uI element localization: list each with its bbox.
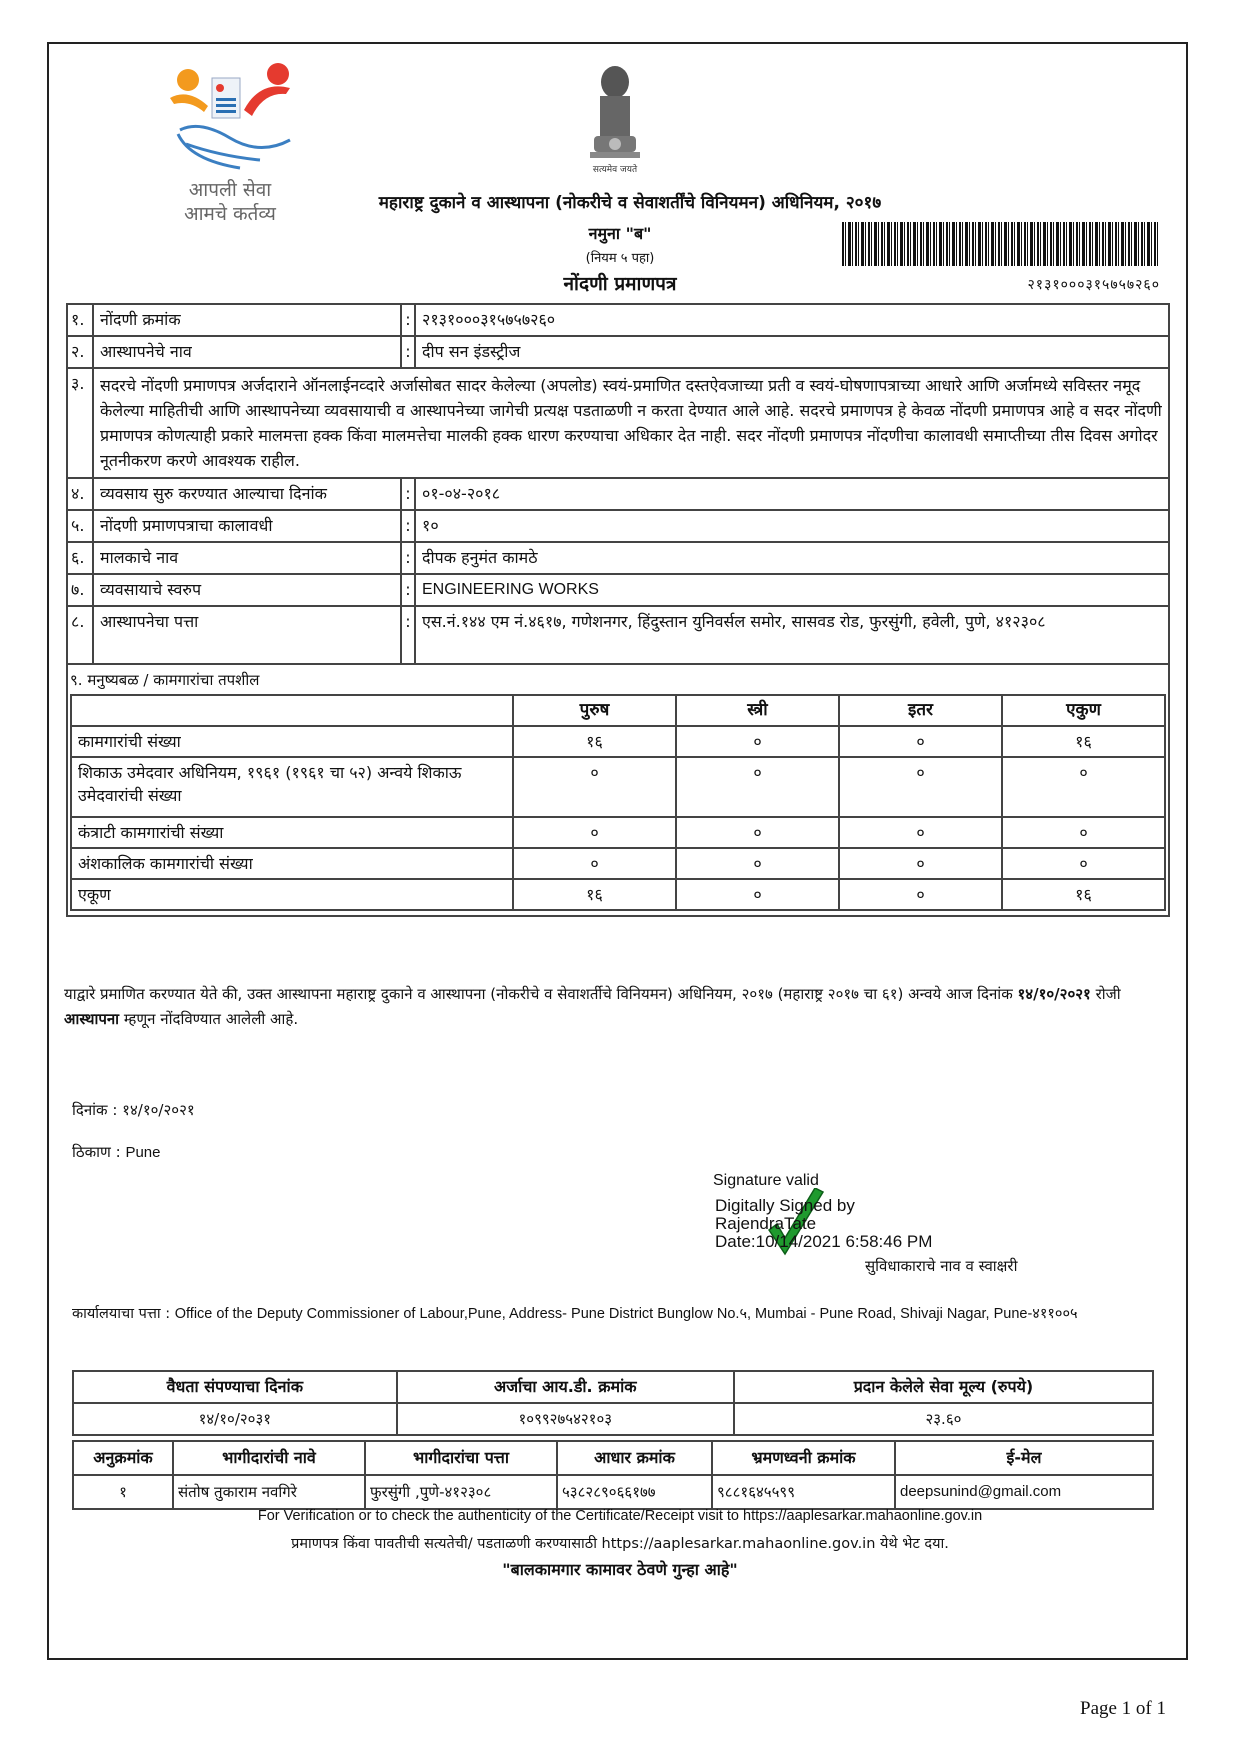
cell-value: ० <box>1002 817 1165 848</box>
colon: : <box>401 606 415 664</box>
issue-date-label: दिनांक : <box>72 1101 123 1119</box>
establishment-name-label: आस्थापनेचे नाव <box>93 336 401 368</box>
service-fee: २३.६० <box>734 1403 1153 1435</box>
colon: : <box>401 510 415 542</box>
colon: : <box>401 542 415 574</box>
certificate-title: नोंदणी प्रमाणपत्र <box>563 273 677 295</box>
barcode <box>842 222 1159 266</box>
row-label: शिकाऊ उमेदवार अधिनियम, १९६१ (१९६१ चा ५२) अन्वये शिकाऊ उमेदवारांची संख्या <box>71 757 513 817</box>
cell-value: ० <box>513 848 676 879</box>
state-emblem-icon <box>580 60 650 170</box>
cell-value: ० <box>513 757 676 817</box>
cell-value: ० <box>676 726 839 757</box>
cell-value: ० <box>513 817 676 848</box>
table-row <box>67 368 1169 478</box>
table-row <box>71 757 1165 817</box>
partners-table <box>72 1440 1154 1510</box>
validity-table <box>72 1370 1154 1436</box>
column-header-male: पुरुष <box>513 695 676 726</box>
row-number: ६. <box>67 542 93 574</box>
registration-date: १४/१०/२०२१ <box>1017 985 1091 1003</box>
column-header: अनुक्रमांक <box>73 1441 173 1475</box>
table-row <box>71 726 1165 757</box>
cell-value: १६ <box>513 879 676 910</box>
column-header-total: एकुण <box>1002 695 1165 726</box>
table-row <box>67 606 1169 664</box>
logo-tagline-1: आपली सेवा <box>188 179 272 201</box>
partner-email: deepsunind@gmail.com <box>895 1475 1153 1509</box>
signer-name: RajendraTate <box>715 1214 817 1233</box>
registration-number-value: २१३१०००३१५७५७२६० <box>415 304 1169 336</box>
certificate-period-value: १० <box>415 510 1169 542</box>
table-header-row <box>73 1371 1153 1403</box>
barcode-number: २१३१०००३१५७५७२६० <box>1027 277 1160 293</box>
column-header: वैधता संपण्याचा दिनांक <box>73 1371 397 1403</box>
table-row <box>67 510 1169 542</box>
form-rule: (नियम ५ पहा) <box>585 251 655 266</box>
office-address-label: कार्यालयाचा पत्ता : <box>72 1306 175 1322</box>
column-header-other: इतर <box>839 695 1002 726</box>
child-labour-warning: "बालकामगार कामावर ठेवणे गुन्हा आहे" <box>502 1560 738 1579</box>
registration-type: आस्थापना <box>64 1010 120 1028</box>
signature-status: Signature valid <box>713 1172 819 1189</box>
row-label: अंशकालिक कामगारांची संख्या <box>71 848 513 879</box>
office-address <box>72 1302 1122 1327</box>
mobile-number: ९८८१६४५५९९ <box>712 1475 895 1509</box>
certificate-period-label: नोंदणी प्रमाणपत्राचा कालावधी <box>93 510 401 542</box>
table-row <box>67 304 1169 336</box>
verification-note-marathi: प्रमाणपत्र किंवा पावतीची सत्यतेची/ पडताळणी करण्यासाठी https://aaplesarkar.mahaonline.gov.in येथे भेट दया. <box>291 1536 949 1552</box>
cell-value: ० <box>676 879 839 910</box>
column-header <box>71 695 513 726</box>
registration-number-label: नोंदणी क्रमांक <box>93 304 401 336</box>
office-address-value: Office of the Deputy Commissioner of Labour,Pune, Address- Pune District Bunglow No.५, Mumbai - Pune Road, Shivaji Nagar, Pune-४११००५ <box>174 1306 1078 1322</box>
business-nature-label: व्यवसायाचे स्वरुप <box>93 574 401 606</box>
digital-signature <box>715 1197 932 1251</box>
logo-tagline-2: आमचे कर्तव्य <box>184 203 276 225</box>
table-row <box>67 336 1169 368</box>
partner-address: फुरसुंगी ,पुणे-४१२३०८ <box>365 1475 557 1509</box>
row-label: एकूण <box>71 879 513 910</box>
owner-name-label: मालकाचे नाव <box>93 542 401 574</box>
business-start-date-value: ०१-०४-२०१८ <box>415 478 1169 510</box>
manpower-table <box>70 694 1166 911</box>
cell-value: ० <box>839 817 1002 848</box>
table-row <box>67 542 1169 574</box>
logo-hands-icon <box>160 60 300 180</box>
partner-name: संतोष तुकाराम नवगिरे <box>173 1475 365 1509</box>
table-row <box>67 574 1169 606</box>
row-number: ७. <box>67 574 93 606</box>
certification-text: याद्वारे प्रमाणित करण्यात येते की, उक्त आस्थापना महाराष्ट्र दुकाने व आस्थापना (नोकरीचे व सेवाशर्तीचे विनियमन) अधिनियम, २०१७ (महाराष्ट्र २०१७ चा ६१) अन्वये आज दिनांक <box>64 985 1018 1003</box>
signature-caption: सुविधाकाराचे नाव व स्वाक्षरी <box>865 1257 1018 1275</box>
table-header-row <box>71 695 1165 726</box>
table-row <box>67 478 1169 510</box>
table-row <box>71 848 1165 879</box>
row-number: ५. <box>67 510 93 542</box>
business-start-date-label: व्यवसाय सुरु करण्यात आल्याचा दिनांक <box>93 478 401 510</box>
cell-value: ० <box>1002 848 1165 879</box>
manpower-caption: ९. मनुष्यबळ / कामगारांचा तपशील <box>70 671 260 689</box>
column-header: अर्जाचा आय.डी. क्रमांक <box>397 1371 734 1403</box>
table-row <box>71 879 1165 910</box>
aaple-sarkar-logo <box>160 60 300 240</box>
cell-value: ० <box>839 726 1002 757</box>
table-row <box>71 817 1165 848</box>
issue-place-value: Pune <box>125 1144 161 1161</box>
act-title: महाराष्ट्र दुकाने व आस्थापना (नोकरीचे व सेवाशर्तींचे विनियमन) अधिनियम, २०१७ <box>378 193 882 213</box>
form-name: नमुना "ब" <box>588 224 652 243</box>
disclaimer-paragraph: सदरचे नोंदणी प्रमाणपत्र अर्जदाराने ऑनलाईनव्दारे अर्जासोबत सादर केलेल्या (अपलोड) स्वयं-प्रमाणित दस्तऐवजाच्या प्रती व स्वयं-घोषणापत्राच्या आधारे आणि अर्जामध्ये सविस्तर नमूद केलेल्या माहितीची आणि आस्थापनेच्या व्यवसायाची व आस्थापनेच्या जागेची प्रत्यक्ष पडताळणी न करता देण्यात आले आहे. सदरचे प्रमाणपत्र हे केवळ नोंदणी प्रमाणपत्र आहे व सदर नोंदणी प्रमाणपत्र कोणत्याही प्रकारे मालमत्ता हक्क किंवा मालमत्तेचा मालकी हक्क धारण करण्याचा अधिकार देत नाही. सदर नोंदणी प्रमाणपत्र नोंदणीचा कालावधी समाप्तीच्या तीस दिवस अगोदर नूतनीकरण करणे आवश्यक राहील. <box>93 368 1169 478</box>
certification-text: म्हणून नोंदविण्यात आलेली आहे. <box>119 1010 299 1028</box>
colon: : <box>401 336 415 368</box>
table-row <box>73 1403 1153 1435</box>
issue-date-value: १४/१०/२०२१ <box>122 1101 195 1119</box>
column-header-female: स्त्री <box>676 695 839 726</box>
issue-place-label: ठिकाण : <box>72 1143 126 1161</box>
row-number: ३. <box>67 368 93 478</box>
manpower-section <box>67 664 1169 916</box>
certification-text: रोजी <box>1090 985 1121 1003</box>
owner-name-value: दीपक हनुमंत कामठे <box>415 542 1169 574</box>
issue-place <box>72 1142 161 1162</box>
colon: : <box>401 478 415 510</box>
emblem-caption: सत्यमेव जयते <box>592 165 638 175</box>
row-number: २. <box>67 336 93 368</box>
table-header-row <box>73 1441 1153 1475</box>
cell-value: ० <box>839 757 1002 817</box>
signature-line: Digitally Signed by <box>715 1196 855 1215</box>
row-label: कामगारांची संख्या <box>71 726 513 757</box>
cell-value: १६ <box>513 726 676 757</box>
cell-value: १६ <box>1002 726 1165 757</box>
row-number: १. <box>67 304 93 336</box>
colon: : <box>401 574 415 606</box>
colon: : <box>401 304 415 336</box>
registration-details-table <box>66 303 1170 917</box>
column-header: आधार क्रमांक <box>557 1441 712 1475</box>
business-nature-value: ENGINEERING WORKS <box>415 574 1169 606</box>
cell-value: ० <box>1002 757 1165 817</box>
validity-end-date: १४/१०/२०३१ <box>73 1403 397 1435</box>
row-label: कंत्राटी कामगारांची संख्या <box>71 817 513 848</box>
cell-value: ० <box>839 879 1002 910</box>
column-header: ई-मेल <box>895 1441 1153 1475</box>
serial-number: १ <box>73 1475 173 1509</box>
cell-value: १६ <box>1002 879 1165 910</box>
cell-value: ० <box>676 757 839 817</box>
application-id: १०९९२७५४२१०३ <box>397 1403 734 1435</box>
aadhaar-number: ५३८२८९०६६१७७ <box>557 1475 712 1509</box>
issue-date <box>72 1100 195 1120</box>
row-number: ४. <box>67 478 93 510</box>
cell-value: ० <box>676 848 839 879</box>
establishment-address-label: आस्थापनेचा पत्ता <box>93 606 401 664</box>
column-header: भागीदारांचा पत्ता <box>365 1441 557 1475</box>
table-row <box>67 664 1169 916</box>
cell-value: ० <box>839 848 1002 879</box>
verification-note-english: For Verification or to check the authenticity of the Certificate/Receipt visit to https://aaplesarkar.mahaonline.gov.in <box>257 1508 983 1524</box>
table-row <box>73 1475 1153 1509</box>
cell-value: ० <box>676 817 839 848</box>
establishment-address-value: एस.नं.१४४ एम नं.४६१७, गणेशनगर, हिंदुस्तान युनिवर्सल समोर, सासवड रोड, फुरसुंगी, हवेली, पुणे, ४१२३०८ <box>415 606 1169 664</box>
page-number: Page 1 of 1 <box>1080 1698 1167 1719</box>
column-header: भागीदारांची नावे <box>173 1441 365 1475</box>
certification-statement <box>64 982 1174 1032</box>
establishment-name-value: दीप सन इंडस्ट्रीज <box>415 336 1169 368</box>
signature-date: Date:10/14/2021 6:58:46 PM <box>715 1232 933 1251</box>
column-header: प्रदान केलेले सेवा मूल्य (रुपये) <box>734 1371 1153 1403</box>
row-number: ८. <box>67 606 93 664</box>
column-header: भ्रमणध्वनी क्रमांक <box>712 1441 895 1475</box>
